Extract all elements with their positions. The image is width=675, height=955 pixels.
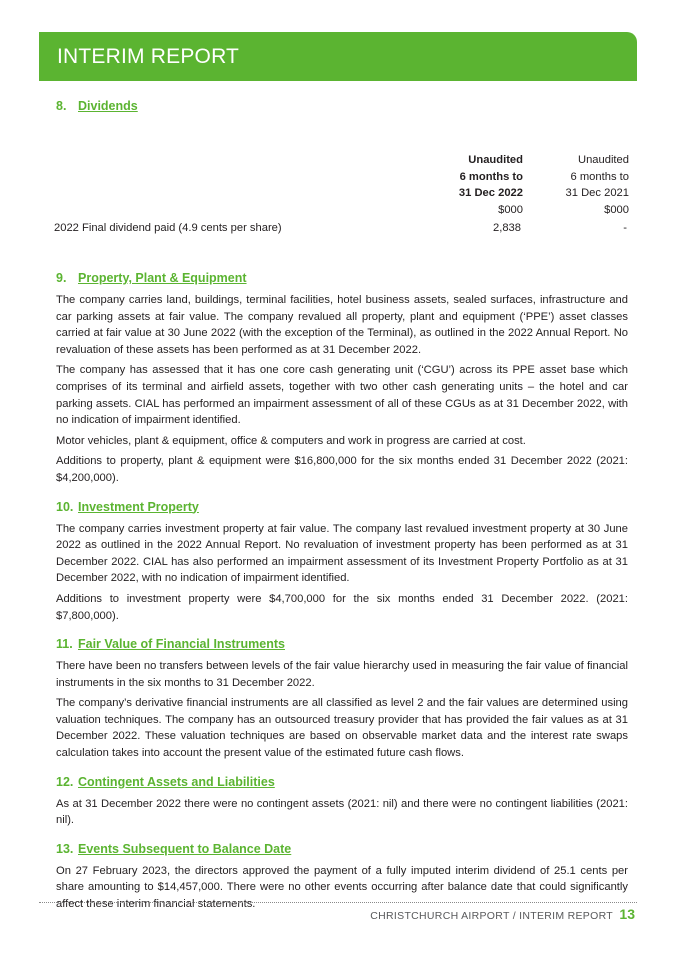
section-title: Contingent Assets and Liabilities <box>78 774 275 789</box>
footer-title: CHRISTCHURCH AIRPORT / INTERIM REPORT <box>370 910 613 922</box>
section-investment-property <box>56 499 628 625</box>
column-header-line: 31 Dec 2022 <box>458 187 523 199</box>
section-heading <box>56 499 628 515</box>
section-number: 10. <box>56 499 74 514</box>
section-dividends <box>56 98 628 244</box>
column-header-line: 31 Dec 2021 <box>565 187 629 199</box>
table-row <box>54 222 629 239</box>
unit-2021: $000 <box>604 204 629 216</box>
section-number: 11. <box>56 637 73 652</box>
section-number: 8. <box>56 99 67 113</box>
paragraph: Additions to property, plant & equipment were $16,800,000 for the six months ended 31 December 2022 (2021: $4,200,000). <box>56 455 628 484</box>
paragraph: The company’s derivative financial instruments are all classified as level 2 and the fair values are determined using valuation techniques. The company has an outsourced treasury provider that has provided the fair values as at 31 December 2022. These valuation techniques are based on observable market data and the interest rate swaps calculation takes into account the present value of the estimated future cash flows. <box>56 697 628 760</box>
section-fair-value <box>56 636 628 762</box>
column-header-line: 6 months to <box>459 170 523 183</box>
unit-2022: $000 <box>498 204 523 216</box>
paragraph: The company carries land, buildings, terminal facilities, hotel business assets, sealed surfaces, infrastructure and car parking assets at fair value. The company revalued all property, plant and equipment (‘PPE’) asset classes carried at fair value at 30 June 2022 (with the exception of the Terminal), as outlined in the 2022 Annual Report. No revaluation of these assets has been performed as at 31 December 2022. <box>56 294 628 356</box>
report-banner <box>39 32 637 81</box>
footer-divider <box>39 902 637 903</box>
dividends-table <box>56 114 628 244</box>
paragraph: There have been no transfers between levels of the fair value hierarchy used in measuring the fair value of financial instruments in the six months to 31 December 2022. <box>56 660 628 689</box>
paragraph: Motor vehicles, plant & equipment, office & computers and work in progress are carried at cost. <box>56 434 526 447</box>
paragraph: On 27 February 2023, the directors approved the payment of a fully imputed interim dividend of 25.1 cents per share amounting to $14,457,000. There were no other events occurring after balance date that could significantly affect these interim financial statements. <box>56 864 628 911</box>
row-value-2021: - <box>623 222 627 234</box>
paragraph: The company has assessed that it has one core cash generating unit (‘CGU’) across its PPE asset base which comprises of its terminal and airfield assets, together with two other cash generating units – the hotel and car parking assets. CIAL has performed an impairment assessment of all of these CGUs as at 31 December 2022, with no indication of impairment identified. <box>56 364 628 427</box>
column-header-line: Unaudited <box>468 154 523 166</box>
section-heading <box>56 636 628 652</box>
section-heading <box>56 98 628 114</box>
paragraph: The company carries investment property at fair value. The company last revalued investment property at 30 June 2022 as outlined in the 2022 Annual Report. No revaluation of investment property has been performed as at 31 December 2022. CIAL has also performed an impairment assessment of its Investment Property Portfolio as at 31 December 2022, with no indication of impairment identified. <box>56 522 628 585</box>
paragraph: Additions to investment property were $4,700,000 for the six months ended 31 December 2022. (2021: $7,800,000). <box>56 592 628 622</box>
row-label: 2022 Final dividend paid (4.9 cents per share) <box>54 222 282 234</box>
column-header-line: Unaudited <box>577 154 629 166</box>
column-header-2021 <box>56 152 629 202</box>
page-content <box>56 98 628 917</box>
section-number: 12. <box>56 774 74 789</box>
unit-row <box>56 204 629 221</box>
section-heading <box>56 774 628 790</box>
paragraph: As at 31 December 2022 there were no contingent assets (2021: nil) and there were no contingent liabilities (2021: nil). <box>56 797 628 827</box>
section-title: Events Subsequent to Balance Date <box>78 841 292 856</box>
page-number: 13 <box>619 906 635 922</box>
section-ppe <box>56 270 628 487</box>
section-heading <box>56 841 628 857</box>
section-number: 9. <box>56 271 67 285</box>
section-title: Dividends <box>78 99 138 113</box>
row-value-2022: 2,838 <box>493 222 521 234</box>
section-title: Fair Value of Financial Instruments <box>78 637 285 652</box>
section-heading <box>56 270 628 286</box>
section-contingent <box>56 774 628 829</box>
section-number: 13. <box>56 841 74 856</box>
column-header-line: 6 months to <box>570 170 629 183</box>
section-title: Property, Plant & Equipment <box>78 271 247 285</box>
section-title: Investment Property <box>78 499 199 514</box>
banner-title: INTERIM REPORT <box>57 45 240 68</box>
